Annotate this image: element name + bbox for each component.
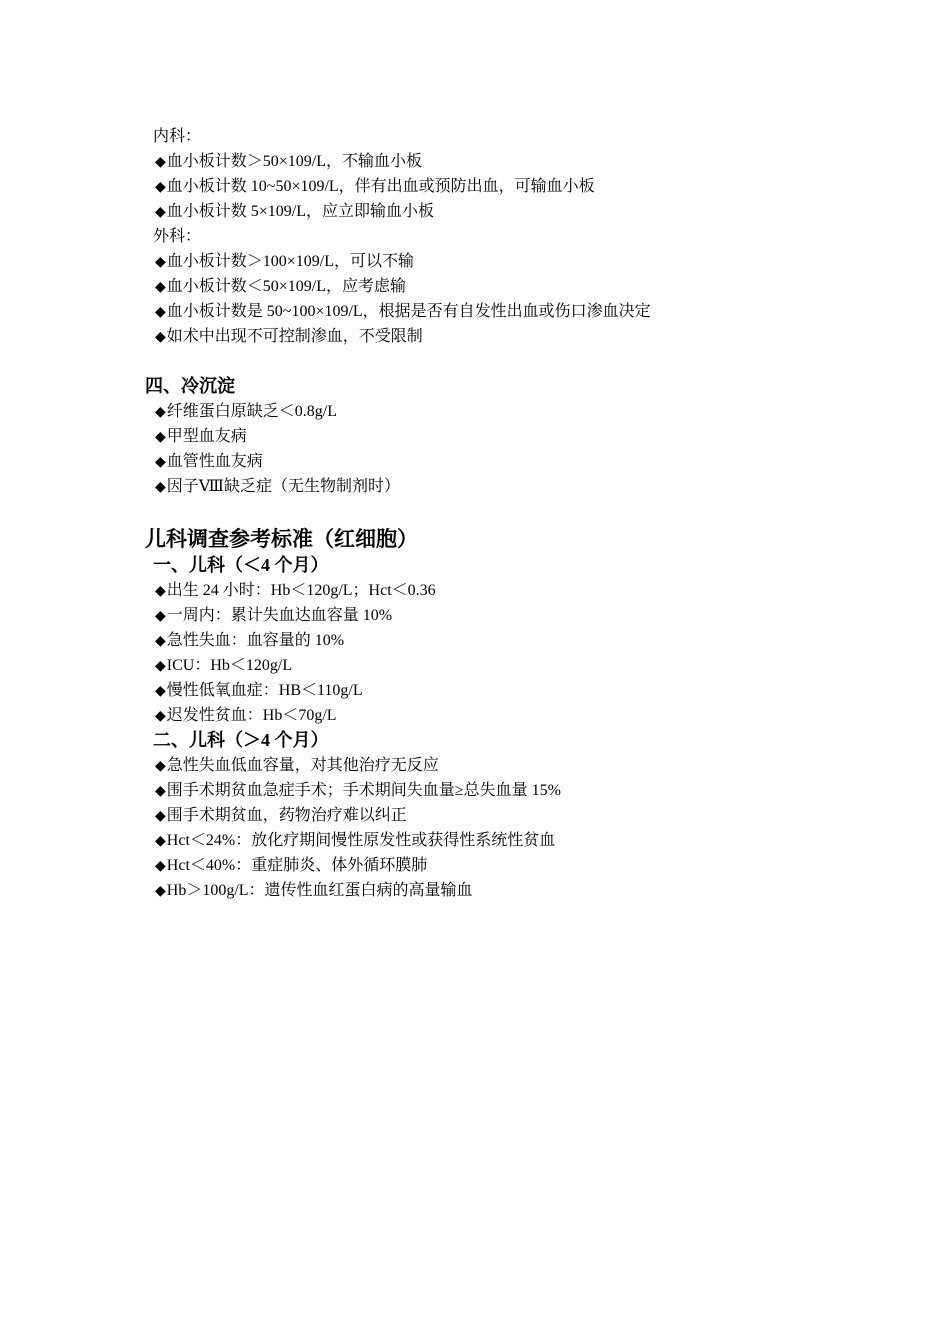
diamond-bullet-icon: ◆ [155,858,166,874]
diamond-bullet-icon: ◆ [155,304,166,320]
internal-medicine-label: 内科： [153,128,202,145]
list-item: ◆血小板计数＜50×109/L，应考虑输 [155,278,407,295]
list-item: ◆血小板计数 5×109/L，应立即输血小板 [155,203,435,220]
list-item: ◆Hb＞100g/L：遗传性血红蛋白病的高量输血 [155,882,473,899]
list-item: ◆纤维蛋白原缺乏＜0.8g/L [155,403,338,420]
list-item: ◆一周内：累计失血达血容量 10% [155,607,393,624]
list-item: ◆Hct＜24%：放化疗期间慢性原发性或获得性系统性贫血 [155,832,556,849]
diamond-bullet-icon: ◆ [155,254,166,270]
list-item: ◆围手术期贫血，药物治疗难以纠正 [155,807,407,824]
diamond-bullet-icon: ◆ [155,683,166,699]
list-item: ◆迟发性贫血：Hb＜70g/L [155,707,337,724]
diamond-bullet-icon: ◆ [155,429,166,445]
list-item: ◆血小板计数＞50×109/L，不输血小板 [155,153,423,170]
list-item: ◆血小板计数＞100×109/L，可以不输 [155,253,415,270]
list-item: ◆因子Ⅷ缺乏症（无生物制剂时） [155,478,400,495]
diamond-bullet-icon: ◆ [155,583,166,599]
diamond-bullet-icon: ◆ [155,833,166,849]
list-item: ◆如术中出现不可控制渗血，不受限制 [155,328,423,345]
diamond-bullet-icon: ◆ [155,454,166,470]
pediatric-over4-heading: 二、儿科（＞4 个月） [153,730,329,750]
list-item: ◆血管性血友病 [155,453,263,470]
pediatric-under4-heading: 一、儿科（＜4 个月） [153,555,329,575]
list-item: ◆急性失血：血容量的 10% [155,632,345,649]
surgery-label: 外科： [153,228,202,245]
list-item: ◆慢性低氧血症：HB＜110g/L [155,682,363,699]
diamond-bullet-icon: ◆ [155,404,166,420]
diamond-bullet-icon: ◆ [155,154,166,170]
diamond-bullet-icon: ◆ [155,179,166,195]
pediatric-title: 儿科调查参考标准（红细胞） [145,527,418,551]
diamond-bullet-icon: ◆ [155,808,166,824]
diamond-bullet-icon: ◆ [155,479,166,495]
diamond-bullet-icon: ◆ [155,883,166,899]
surgery-list [145,249,905,349]
diamond-bullet-icon: ◆ [155,758,166,774]
diamond-bullet-icon: ◆ [155,633,166,649]
diamond-bullet-icon: ◆ [155,608,166,624]
cryo-heading: 四、冷沉淀 [145,376,235,396]
diamond-bullet-icon: ◆ [155,329,166,345]
list-item: ◆甲型血友病 [155,428,247,445]
cryo-list [145,399,905,499]
list-item: ◆急性失血低血容量，对其他治疗无反应 [155,757,439,774]
list-item: ◆围手术期贫血急症手术；手术期间失血量≥总失血量 15% [155,782,561,799]
diamond-bullet-icon: ◆ [155,279,166,295]
list-item: ◆出生 24 小时：Hb＜120g/L；Hct＜0.36 [155,582,436,599]
diamond-bullet-icon: ◆ [155,204,166,220]
diamond-bullet-icon: ◆ [155,708,166,724]
list-item: ◆Hct＜40%：重症肺炎、体外循环膜肺 [155,857,428,874]
list-item: ◆血小板计数 10~50×109/L，伴有出血或预防出血，可输血小板 [155,178,595,195]
pediatric-under4-list [145,578,905,728]
pediatric-over4-list [145,753,905,903]
internal-medicine-list [145,149,905,224]
diamond-bullet-icon: ◆ [155,658,166,674]
list-item: ◆ICU：Hb＜120g/L [155,657,293,674]
diamond-bullet-icon: ◆ [155,783,166,799]
document-content [145,124,905,903]
list-item: ◆血小板计数是 50~100×109/L，根据是否有自发性出血或伤口渗血决定 [155,303,651,320]
